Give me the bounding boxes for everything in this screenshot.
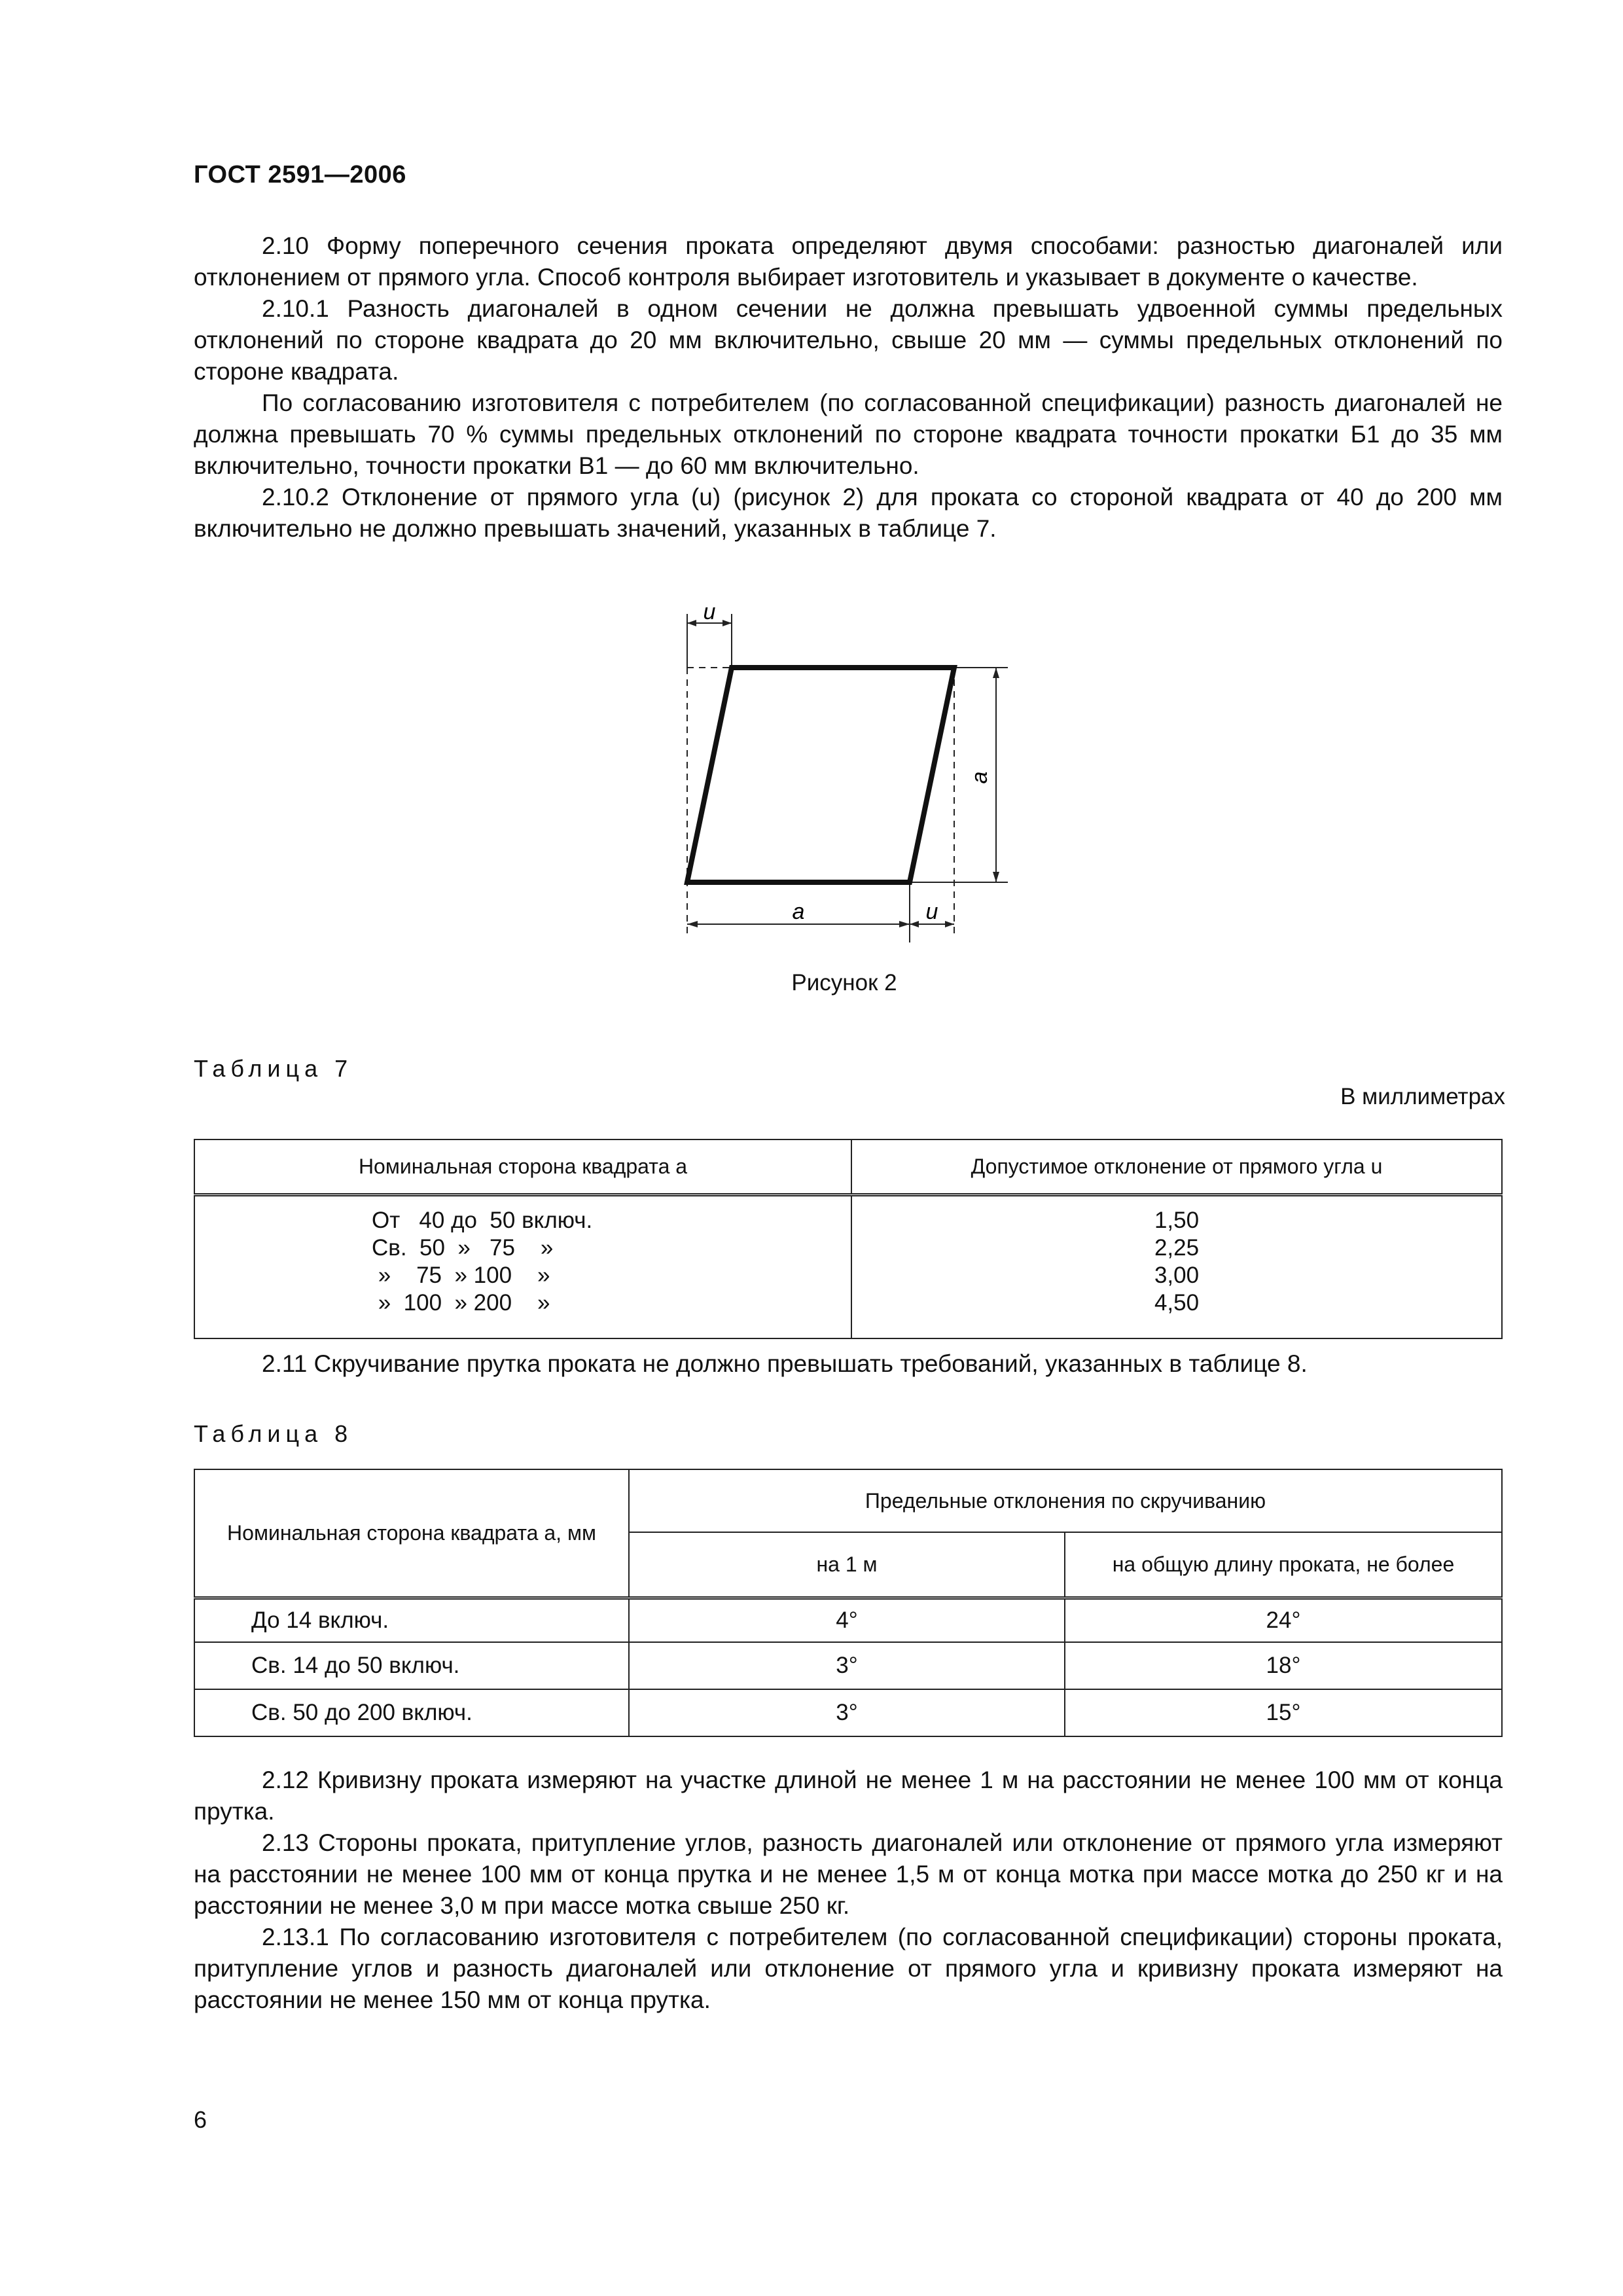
table7-range: » 100 » 200 »: [372, 1289, 550, 1316]
table8-sub-header-total: на общую длину проката, не более: [1065, 1532, 1502, 1598]
table8-row-per-m: 4°: [629, 1598, 1065, 1642]
label-a-bottom: a: [792, 899, 805, 924]
table7-range: Св. 50 » 75 »: [372, 1234, 554, 1261]
paragraph-2-10-1: 2.10.1 Разность диагоналей в одном сечении не должна превышать удвоенной суммы предельных отклонений по стороне квадрата до 20 мм включительно, свыше 20 мм — суммы предельных отклонений по стороне квадрата.: [194, 295, 1503, 385]
paragraph-agreement-diagonals: По согласованию изготовителя с потребителем (по согласованной спецификации) разность диагоналей не должна превышать 70 % суммы предельных отклонений по стороне квадрата точности прокатки Б1 до 35 мм включительно, точности прокатки В1 — до 60 мм включительно.: [194, 389, 1503, 479]
table8-row-per-m: 3°: [629, 1689, 1065, 1736]
paragraph-2-10: 2.10 Форму поперечного сечения проката определяют двумя способами: разностью диагоналей или отклонением от прямого угла. Способ контроля выбирает изготовитель и указывает в документе о качестве.: [194, 232, 1503, 291]
table8-title: Таблица 8: [194, 1420, 353, 1447]
paragraph-2-12: 2.12 Кривизну проката измеряют на участке длиной не менее 1 м на расстоянии не менее 100 мм от конца прутка.: [194, 1767, 1503, 1825]
table-7: [194, 1139, 1503, 1339]
table8-group-header: Предельные отклонения по скручиванию: [629, 1469, 1502, 1532]
label-u-bottom: u: [925, 899, 938, 924]
table8-row-per-m: 3°: [629, 1642, 1065, 1689]
figure-caption: Рисунок 2: [791, 970, 897, 996]
table7-units: В миллиметрах: [1340, 1084, 1505, 1109]
table7-col2-header: Допустимое отклонение от прямого угла u: [851, 1139, 1502, 1194]
table7-value: 2,25: [1154, 1234, 1200, 1261]
rhombus-section-shape: [687, 668, 954, 882]
document-header: ГОСТ 2591—2006: [194, 161, 406, 188]
section-2-11: [194, 1348, 1503, 1380]
label-u-top: u: [703, 602, 716, 624]
table7-title: Таблица 7: [194, 1055, 353, 1082]
table8-sub-header-per-m: на 1 м: [629, 1532, 1065, 1598]
figure-2-diagram: [654, 602, 1034, 956]
table7-values-cell: [851, 1194, 1502, 1338]
paragraph-2-13: 2.13 Стороны проката, притупление углов, разность диагоналей или отклонение от прямого угла измеряют на расстоянии не менее 100 мм от конца прутка и не менее 1,5 м от конца мотка при массе мотка до 250 кг и на расстоянии не менее 3,0 м при массе мотка свыше 250 кг.: [194, 1829, 1503, 1919]
table7-col1-header: Номинальная сторона квадрата a: [194, 1139, 851, 1194]
table7-range: » 75 » 100 »: [372, 1262, 550, 1288]
table8-row-side: Св. 14 до 50 включ.: [194, 1642, 629, 1689]
paragraph-2-13-1: 2.13.1 По согласованию изготовителя с потребителем (по согласованной спецификации) стороны проката, притупление углов и разность диагоналей или отклонение от прямого угла и кривизну проката измеряют на расстоянии не менее 150 мм от конца прутка.: [194, 1924, 1503, 2013]
section-2-12-2-13: [194, 1765, 1503, 2016]
paragraph-2-11: 2.11 Скручивание прутка проката не должно превышать требований, указанных в таблице 8.: [262, 1350, 1308, 1377]
table8-row-side: До 14 включ.: [194, 1598, 629, 1642]
section-2-10: [194, 230, 1503, 545]
table8-col1-header: Номинальная сторона квадрата a, мм: [194, 1469, 629, 1598]
paragraph-2-10-2: 2.10.2 Отклонение от прямого угла (u) (рисунок 2) для проката со стороной квадрата от 40 до 200 мм включительно не должно превышать значений, указанных в таблице 7.: [194, 484, 1503, 542]
table8-row-total: 24°: [1065, 1598, 1502, 1642]
table-8: [194, 1469, 1503, 1737]
table7-range: От 40 до 50 включ.: [372, 1207, 593, 1233]
label-a-right: a: [967, 771, 992, 784]
table8-row-total: 15°: [1065, 1689, 1502, 1736]
table7-value: 4,50: [1154, 1289, 1200, 1316]
table7-ranges-cell: [194, 1194, 851, 1338]
table7-value: 1,50: [1154, 1207, 1200, 1233]
table8-row-total: 18°: [1065, 1642, 1502, 1689]
table7-value: 3,00: [1154, 1262, 1200, 1288]
table8-row-side: Св. 50 до 200 включ.: [194, 1689, 629, 1736]
page-number: 6: [194, 2106, 207, 2133]
